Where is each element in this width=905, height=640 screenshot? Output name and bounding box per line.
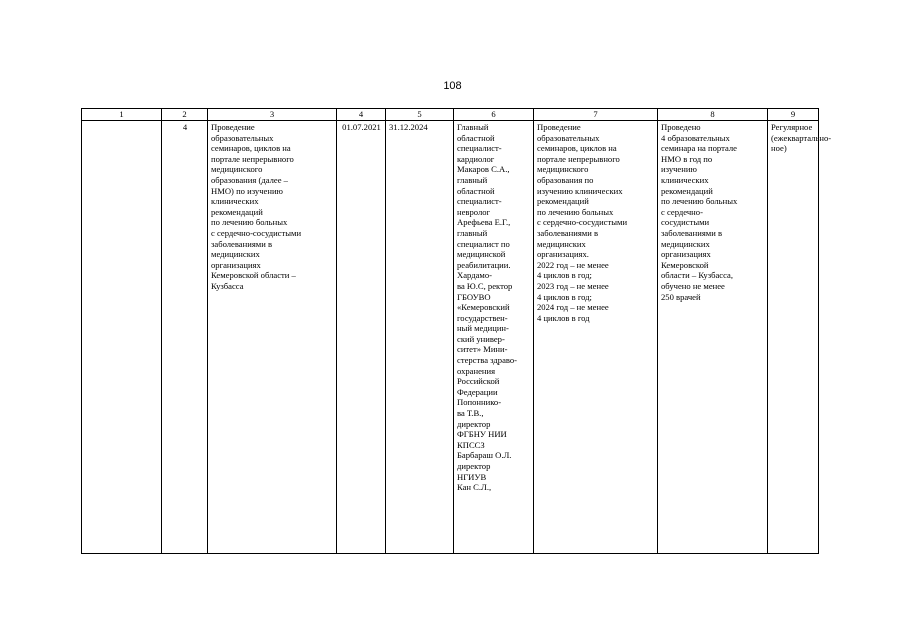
cell-start-date: 01.07.2021 [337, 121, 386, 554]
table-row [82, 121, 819, 554]
column-number-5: 5 [386, 109, 454, 121]
measures-table [81, 108, 832, 554]
column-number-row [82, 109, 819, 121]
cell-frequency: Регулярное (ежеквартально- ное) [768, 121, 819, 554]
page-number: 108 [443, 80, 462, 92]
cell-expected-result: Проведение образовательных семинаров, циклов на портале непрерывного медицинского образования по изучению клинических рекомендаций по лечению больных с сердечно-сосудистыми заболеваниями в медицинских организациях. 2022 год – не менее 4 циклов в год; 2023 год – не менее 4 циклов в год; 2024 год – не менее 4 циклов в год [534, 121, 658, 554]
column-number-3: 3 [208, 109, 337, 121]
column-number-8: 8 [658, 109, 768, 121]
column-number-1: 1 [82, 109, 162, 121]
cell-section [82, 121, 162, 554]
column-number-7: 7 [534, 109, 658, 121]
column-number-2: 2 [162, 109, 208, 121]
cell-actual-result: Проведено 4 образовательных семинара на портале НМО в год по изучению клинических рекомендаций по лечению больных с сердечно- сосудистыми заболеваниями в медицинских организациях Кемеровской области – Кузбасса, обучено не менее 250 врачей [658, 121, 768, 554]
cell-activity-name: Проведение образовательных семинаров, циклов на портале непрерывного медицинского образования (далее – НМО) по изучению клинических рекомендаций по лечению больных с сердечно-сосудистыми заболеваниями в медицинских организациях Кемеровской области – Кузбасса [208, 121, 337, 554]
column-number-4: 4 [337, 109, 386, 121]
cell-responsible: Главный областной специалист- кардиолог Макаров С.А., главный областной специалист- невролог Арефьева Е.Г., главный специалист по медицинской реабилитации. Хардамо- ва Ю.С, ректор ГБОУВО «Кемеровский государствен- ный медицин- ский универ- ситет» Мини- стерства здраво- охранения Российской Федерации Попоннико- ва Т.В., директор ФГБНУ НИИ КПССЗ Барбараш О.Л. директор НГИУВ Кан С.Л., [454, 121, 534, 554]
cell-end-date: 31.12.2024 [386, 121, 454, 554]
column-number-9: 9 [768, 109, 819, 121]
column-number-6: 6 [454, 109, 534, 121]
cell-item-number: 4 [162, 121, 208, 554]
